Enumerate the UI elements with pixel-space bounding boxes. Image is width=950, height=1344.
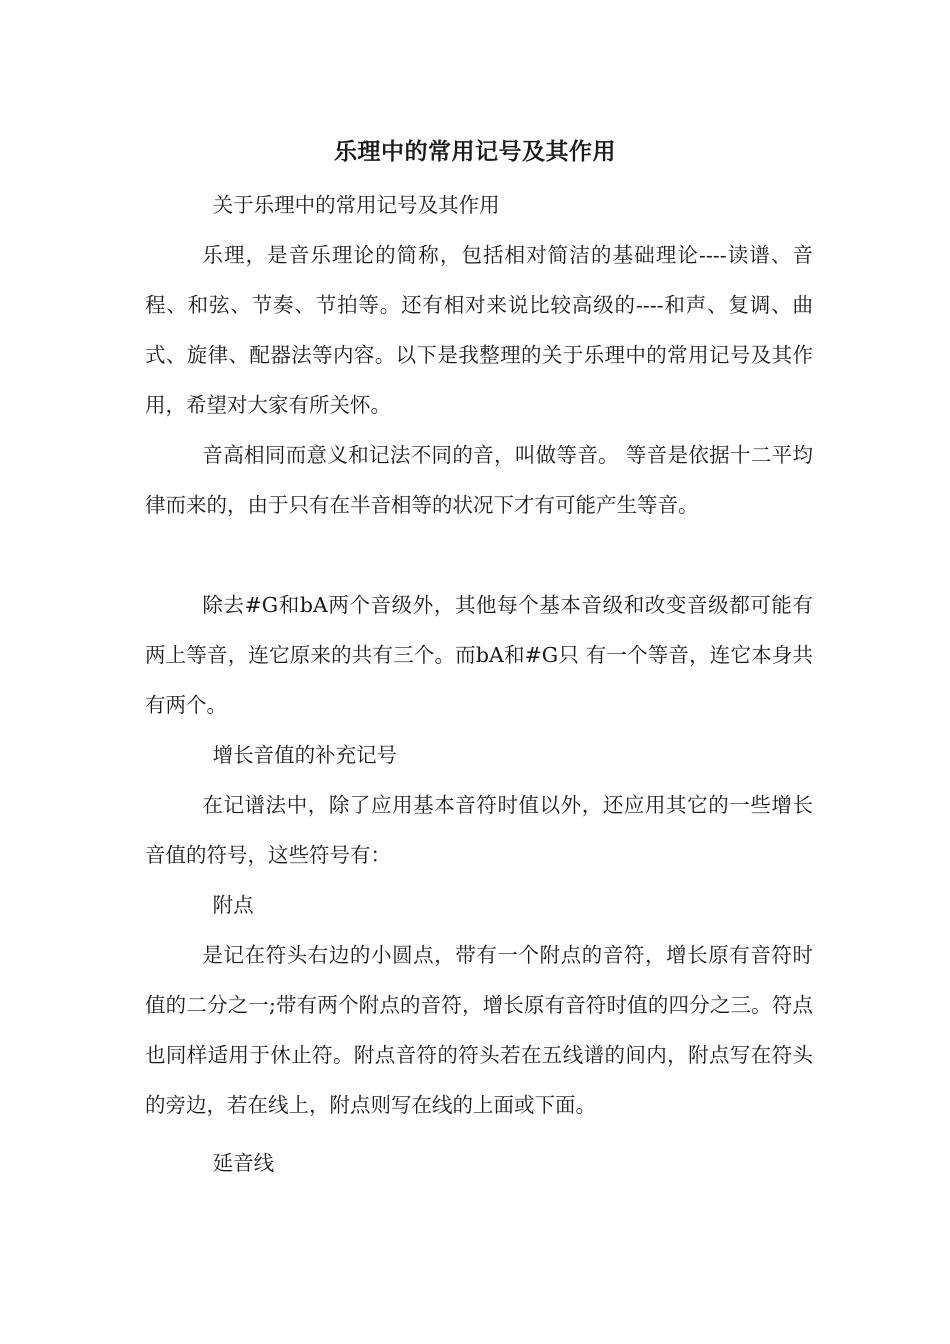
enharmonic-paragraph: 音高相同而意义和记法不同的音，叫做等音。 等音是依据十二平均律而来的，由于只有在半音相等的状况下才有可能产生等音。 — [145, 443, 813, 517]
section-heading-tie: 延音线 — [212, 1151, 275, 1175]
duration-intro-paragraph: 在记谱法中，除了应用基本音符时值以外，还应用其它的一些增长音值的符号，这些符号有： — [145, 793, 813, 867]
section-heading-duration: 增长音值的补充记号 — [212, 743, 398, 767]
subtitle-paragraph: 关于乐理中的常用记号及其作用 — [212, 193, 500, 217]
enharmonic-detail-paragraph: 除去#G和bA两个音级外，其他每个基本音级和改变音级都可能有两上等音，连它原来的共有三个。而bA和#G只 有一个等音，连它本身共有两个。 — [145, 593, 813, 717]
document-title: 乐理中的常用记号及其作用 — [334, 138, 616, 165]
section-heading-dot: 附点 — [212, 893, 254, 917]
intro-paragraph: 乐理，是音乐理论的简称，包括相对简洁的基础理论----读谱、音程、和弦、节奏、节拍等。还有相对来说比较高级的----和声、复调、曲式、旋律、配器法等内容。以下是我整理的关于乐理中的常用记号及其作用，希望对大家有所关怀。 — [145, 243, 813, 417]
document-body — [145, 180, 813, 1188]
dot-paragraph: 是记在符头右边的小圆点，带有一个附点的音符，增长原有音符时值的二分之一;带有两个附点的音符，增长原有音符时值的四分之三。符点也同样适用于休止符。附点音符的符头若在五线谱的间内，附点写在符头的旁边，若在线上，附点则写在线的上面或下面。 — [145, 943, 813, 1117]
